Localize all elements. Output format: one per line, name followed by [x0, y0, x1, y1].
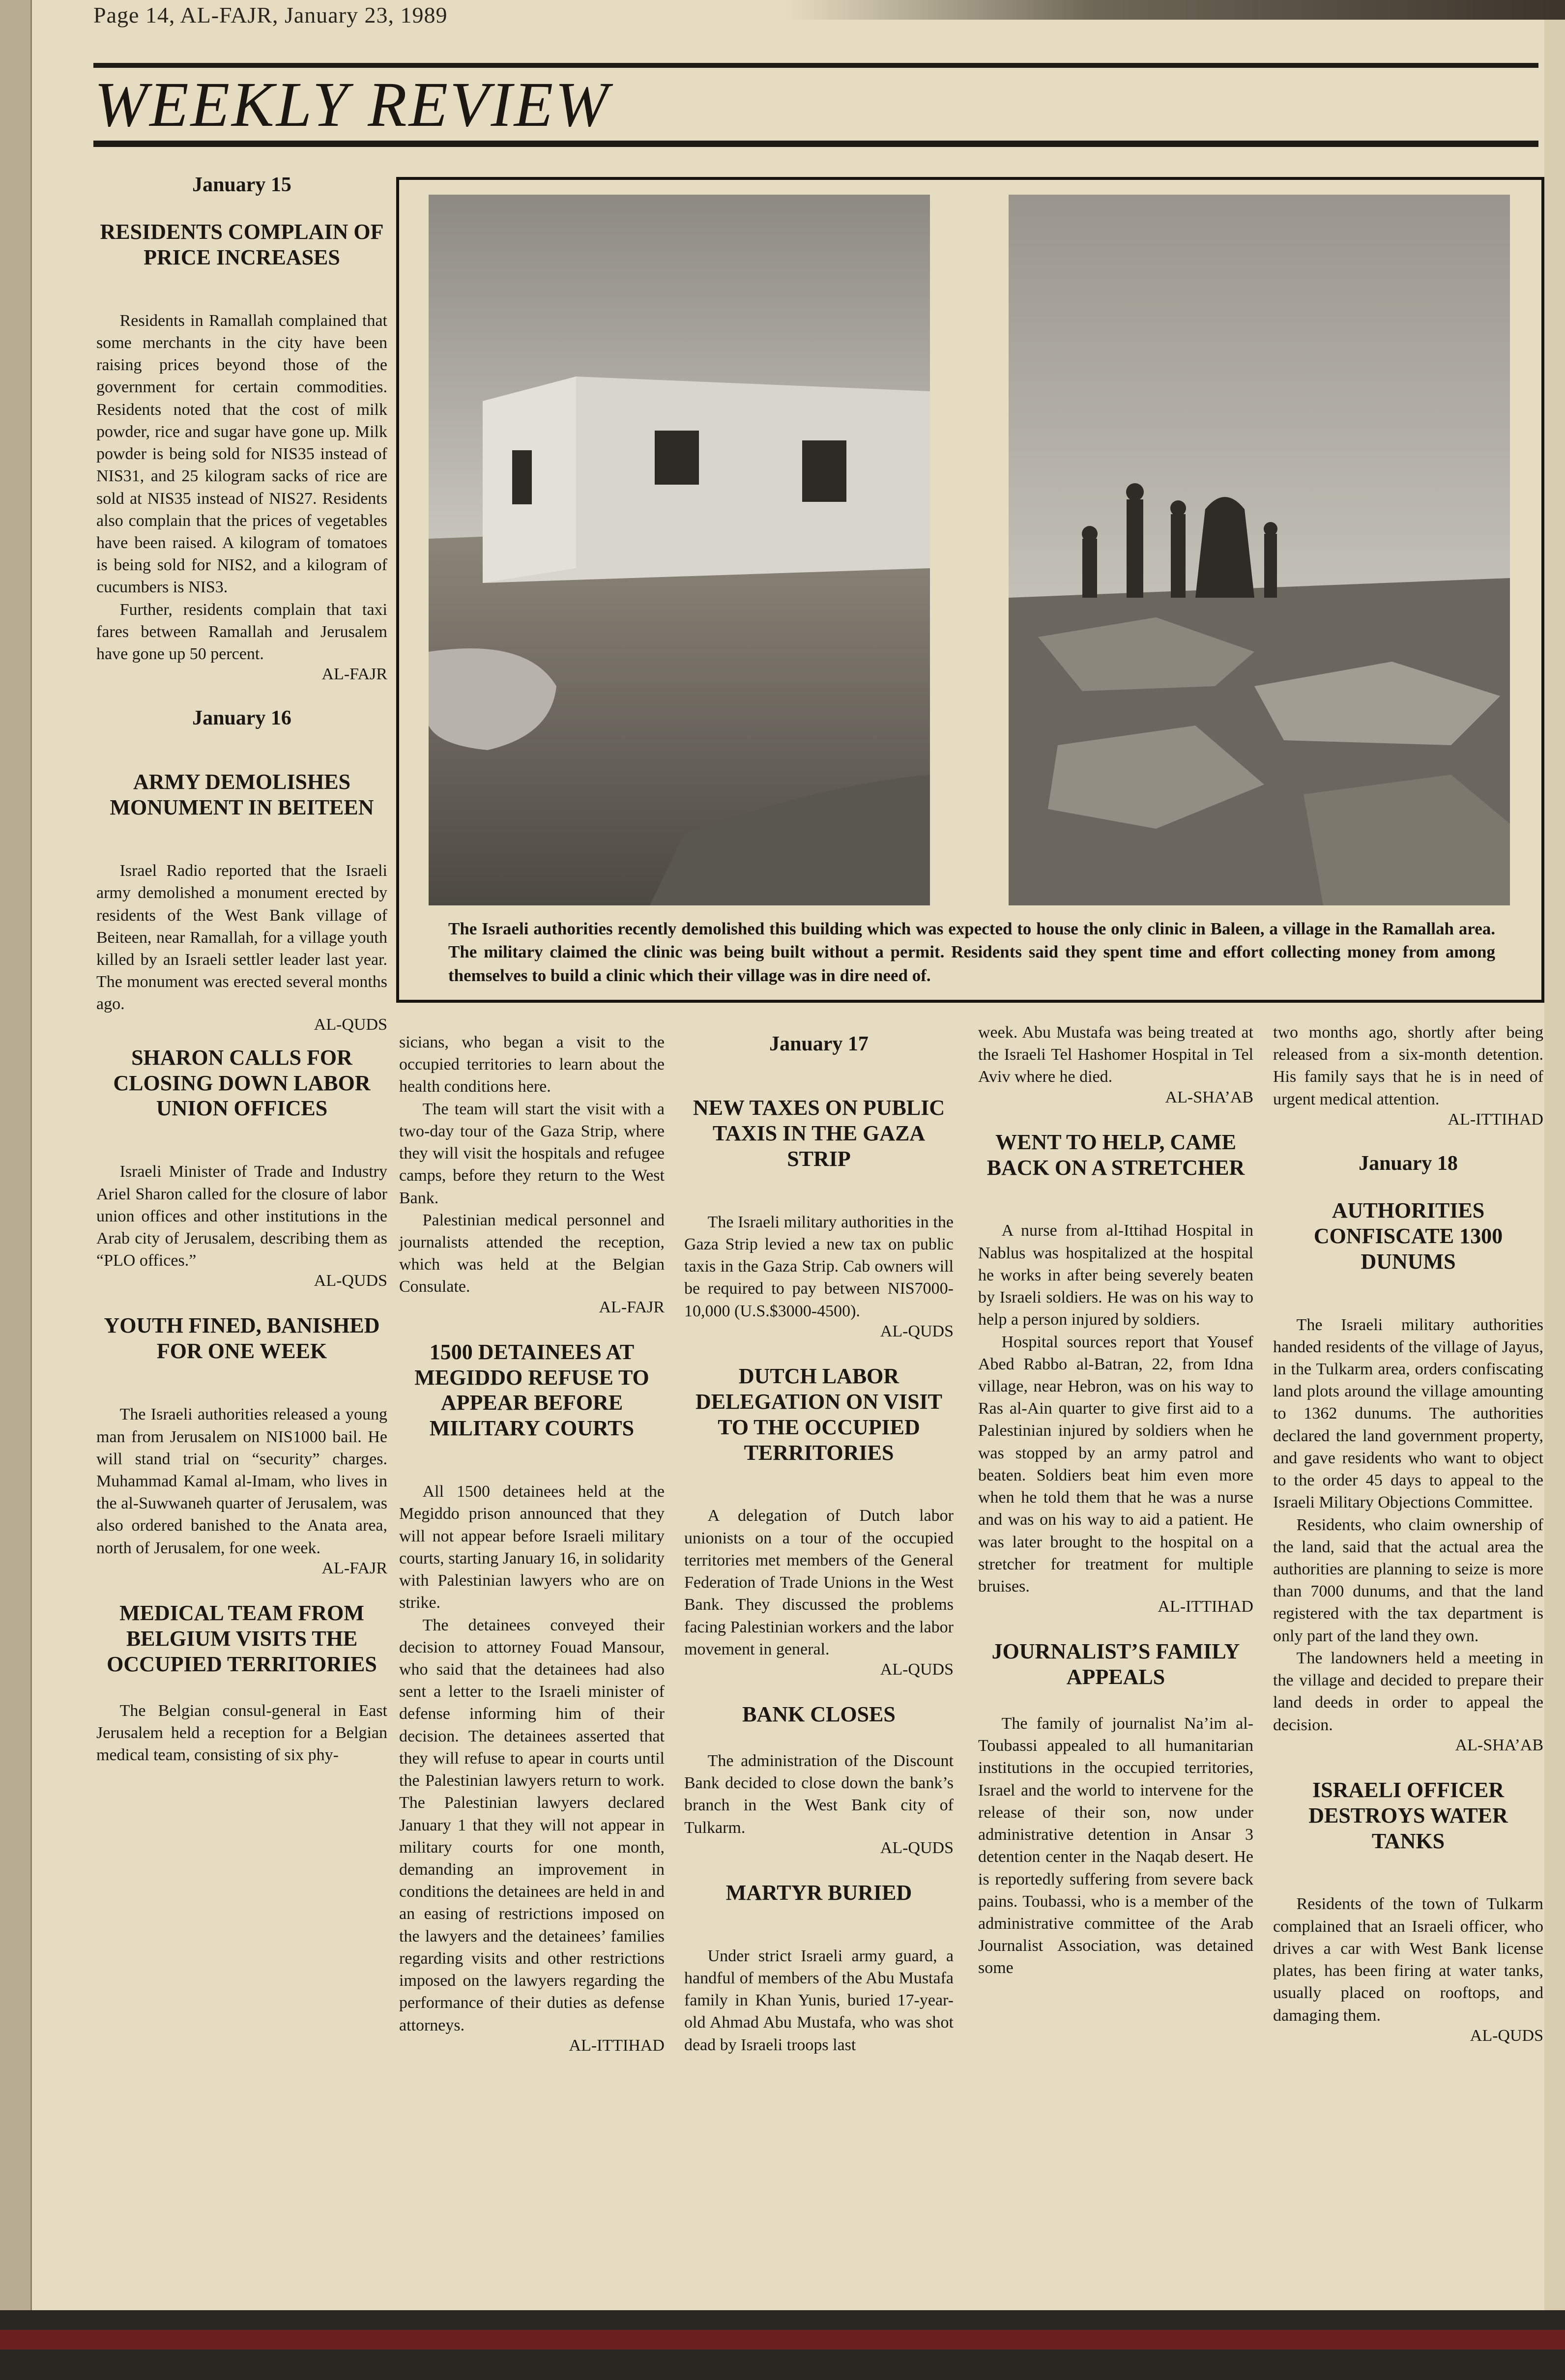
article-text: The team will start the visit with a two-day tour of the Gaza Strip, where they will visit the hospitals and refugee camps, before they return to the West Bank. [399, 1100, 665, 1207]
article-text: Residents, who claim ownership of the land, said that the actual area the authorities are planning to seize is more than 7000 dunums, and that the land registered with the tax department is only part of the land they own. [1273, 1515, 1543, 1645]
photo-caption: The Israeli authorities recently demolished this building which was expected to house the only clinic in Baleen, a village in the Ramallah area. The military claimed the clinic was being built without a permit. Residents said they spent time and effort collecting money from among themselves to build a clinic which their village was in dire need of. [448, 919, 1495, 985]
article-text: Further, residents complain that taxi fares between Ramallah and Jerusalem have gone up 50 percent. [96, 600, 387, 664]
article-text: Residents in Ramallah complained that some merchants in the city have been raising prices beyond those of the government for certain commodities. Residents noted that the cost of milk powder, rice and sugar have gone up. Milk powder is being sold for NIS35 instead of NIS31, and 25 kilogram sacks of rice are sold at NIS35 instead of NIS27. Residents also complain that the prices of vegetables have been raised. A kilogram of tomatoes is being sold for NIS2, and a kilogram of cucumbers is NIS3. [96, 311, 387, 597]
headline: NEW TAXES ON PUBLIC TAXIS IN THE GAZA STRIP [693, 1096, 945, 1171]
source-credit: AL-ITTIHAD [1448, 1110, 1543, 1129]
date-heading: January 18 [1359, 1152, 1458, 1175]
photo-villagers-on-rubble [1009, 195, 1510, 905]
headline: ARMY DEMOLISHES MONUMENT IN BEITEEN [110, 770, 374, 820]
source-credit: AL-FAJR [321, 665, 387, 684]
source-credit: AL-ITTIHAD [1158, 1597, 1253, 1616]
article-text: The Belgian consul-general in East Jerusalem held a reception for a Belgian medical team, consisting of six phy- [96, 1701, 387, 1764]
headline: 1500 DETAINEES AT MEGIDDO REFUSE TO APPEAR BEFORE MILITARY COURTS [414, 1339, 649, 1441]
headline: ISRAELI OFFICER DESTROYS WATER TANKS [1308, 1777, 1508, 1853]
source-credit: AL-QUDS [880, 1838, 954, 1857]
headline: JOURNALIST’S FAMILY APPEALS [991, 1639, 1240, 1689]
source-credit: AL-QUDS [1470, 2026, 1543, 2045]
column-4 [978, 1021, 1253, 1979]
article-text: The Israeli authorities released a young man from Jerusalem on NIS1000 bail. He will stand trial on “security” charges. Muhammad Kamal al-Imam, who lives in the al-Suwwaneh quarter of Jerusalem, was also ordered banished to the Anata area, north of Jerusalem, for one week. [96, 1405, 387, 1557]
headline: BANK CLOSES [742, 1702, 896, 1726]
article-text: The family of journalist Na’im al-Toubassi appealed to all humanitarian institutions in the occupied territories, Israel and the world to intervene for the release of their son, now under administrative detention in Ansar 3 detention center in the Naqab desert. He is reportedly suffering from severe back pains. Toubassi, who is a member of the administrative committee of the Arab Journalist Association, was detained some [978, 1714, 1253, 1977]
source-credit: AL-FAJR [321, 1559, 387, 1577]
article-text: All 1500 detainees held at the Megiddo prison announced that they will not appear before Israeli military courts, starting January 16, in solidarity with Palestinian lawyers who are on strike. [399, 1482, 665, 1612]
article-text: The landowners held a meeting in the village and decided to prepare their land deeds in order to appeal the decision. [1273, 1649, 1543, 1734]
page-header-line: Page 14, AL-FAJR, January 23, 1989 [93, 2, 448, 28]
headline: WENT TO HELP, CAME BACK ON A STRETCHER [986, 1130, 1245, 1180]
source-credit: AL-FAJR [599, 1298, 665, 1316]
headline: SHARON CALLS FOR CLOSING DOWN LABOR UNION OFFICES [113, 1045, 371, 1121]
source-credit: AL-QUDS [880, 1322, 954, 1340]
top-rule [93, 63, 1538, 68]
article-text: A nurse from al-Ittihad Hospital in Nablus was hospitalized at the hospital he works in after being severely beaten by Israeli soldiers. He was on his way to help a person injured by soldiers. [978, 1221, 1253, 1329]
date-heading: January 17 [769, 1033, 869, 1055]
article-text: Residents of the town of Tulkarm complained that an Israeli officer, who drives a car with West Bank license plates, has been firing at water tanks, usually placed on rooftops, and damaging them. [1273, 1895, 1543, 2025]
headline: RESIDENTS COMPLAIN OF PRICE INCREASES [100, 220, 384, 269]
article-text: Hospital sources report that Yousef Abed Rabbo al-Batran, 22, from Idna village, near Hebron, was on his way to Ras al-Ain quarter to give first aid to a Palestinian injured by soldiers when he was stopped by an army patrol and beaten. Soldiers beat him even more when he told them that he was a nurse and was on his way to aid a patient. He was later brought to the hospital on a stretcher for treatment for multiple bruises. [978, 1333, 1253, 1596]
page-fold-shadow [786, 0, 1565, 20]
photo-box [396, 177, 1544, 1003]
source-credit: AL-SHA’AB [1455, 1736, 1543, 1754]
column-2 [399, 1031, 665, 2055]
source-credit: AL-SHA’AB [1165, 1088, 1253, 1106]
photo-demolished-building [429, 195, 930, 905]
article-text: The Israeli military authorities in the Gaza Strip levied a new tax on public taxis in the Gaza Strip. Cab owners will be required to pay between NIS7000-10,000 (U.S.$3000-4500). [684, 1213, 954, 1320]
article-text: week. Abu Mustafa was being treated at the Israeli Tel Hashomer Hospital in Tel Aviv where he died. [978, 1023, 1253, 1086]
headline: MARTYR BURIED [725, 1880, 912, 1905]
article-text: The Israeli military authorities handed residents of the village of Jayus, in the Tulkarm area, orders confiscating land plots around the village amounting to 1362 dunums. The authorities declared the land government property, and gave residents who want to object to the order 45 days to appeal to the Israeli Military Objections Committee. [1273, 1315, 1543, 1512]
source-credit: AL-QUDS [314, 1015, 387, 1034]
bottom-border [0, 2310, 1565, 2380]
article-text: Under strict Israeli army guard, a handful of members of the Abu Mustafa family in Khan Yunis, buried 17-year-old Ahmad Abu Mustafa, who was shot dead by Israeli troops last [684, 1946, 954, 2054]
date-heading: January 16 [192, 707, 291, 730]
source-credit: AL-QUDS [880, 1660, 954, 1679]
binding-edge [0, 0, 32, 2320]
column-3 [684, 1032, 954, 2056]
headline: AUTHORITIES CONFISCATE 1300 DUNUMS [1313, 1198, 1503, 1274]
article-text: Israeli Minister of Trade and Industry Ariel Sharon called for the closure of labor union offices and other institutions in the Arab city of Jerusalem, describing them as “PLO offices.” [96, 1162, 387, 1270]
date-heading: January 15 [192, 174, 291, 196]
article-text: sicians, who began a visit to the occupied territories to learn about the health conditions here. [399, 1033, 665, 1096]
column-1 [96, 173, 387, 1766]
headline: YOUTH FINED, BANISHED FOR ONE WEEK [104, 1313, 380, 1364]
headline: MEDICAL TEAM FROM BELGIUM VISITS THE OCCUPIED TERRITORIES [107, 1600, 377, 1676]
article-text: Israel Radio reported that the Israeli army demolished a monument erected by residents of the West Bank village of Beiteen, near Ramallah, for a village youth killed by an Israeli settler leader last year. The monument was erected several months ago. [96, 862, 387, 1014]
article-text: Palestinian medical personnel and journalists attended the reception, which was held at the Belgian Consulate. [399, 1211, 665, 1296]
section-title: WEEKLY REVIEW [94, 69, 610, 140]
masthead-rule [93, 141, 1538, 147]
headline: DUTCH LABOR DELEGATION ON VISIT TO THE OCCUPIED TERRITORIES [695, 1364, 943, 1465]
article-text: The administration of the Discount Bank decided to close down the bank’s branch in the West Bank city of Tulkarm. [684, 1751, 954, 1837]
source-credit: AL-QUDS [314, 1272, 387, 1290]
column-5 [1273, 1021, 1543, 2045]
article-text: The detainees conveyed their decision to attorney Fouad Mansour, who said that the detainees had also sent a letter to the Israeli minister of defense informing him of their decision. The detainees asserted that they will refuse to apear in courts until the Palestinian lawyers return to work. The Palestinian lawyers declared January 1 that they will not appear in military courts for one month, demanding an improvement in conditions the detainees are held in and an easing of restrictions imposed on the lawyers and the detainees’ families regarding visits and other restrictions imposed on the lawyers regarding the performance of their duties as defense attorneys. [399, 1616, 665, 2034]
source-credit: AL-ITTIHAD [569, 2036, 665, 2055]
article-text: two months ago, shortly after being released from a six-month detention. His family says that he is in need of urgent medical attention. [1273, 1023, 1543, 1108]
article-text: A delegation of Dutch labor unionists on a tour of the occupied territories met members of the General Federation of Trade Unions in the West Bank. They discussed the problems facing Palestinian workers and the labor movement in general. [684, 1507, 954, 1658]
